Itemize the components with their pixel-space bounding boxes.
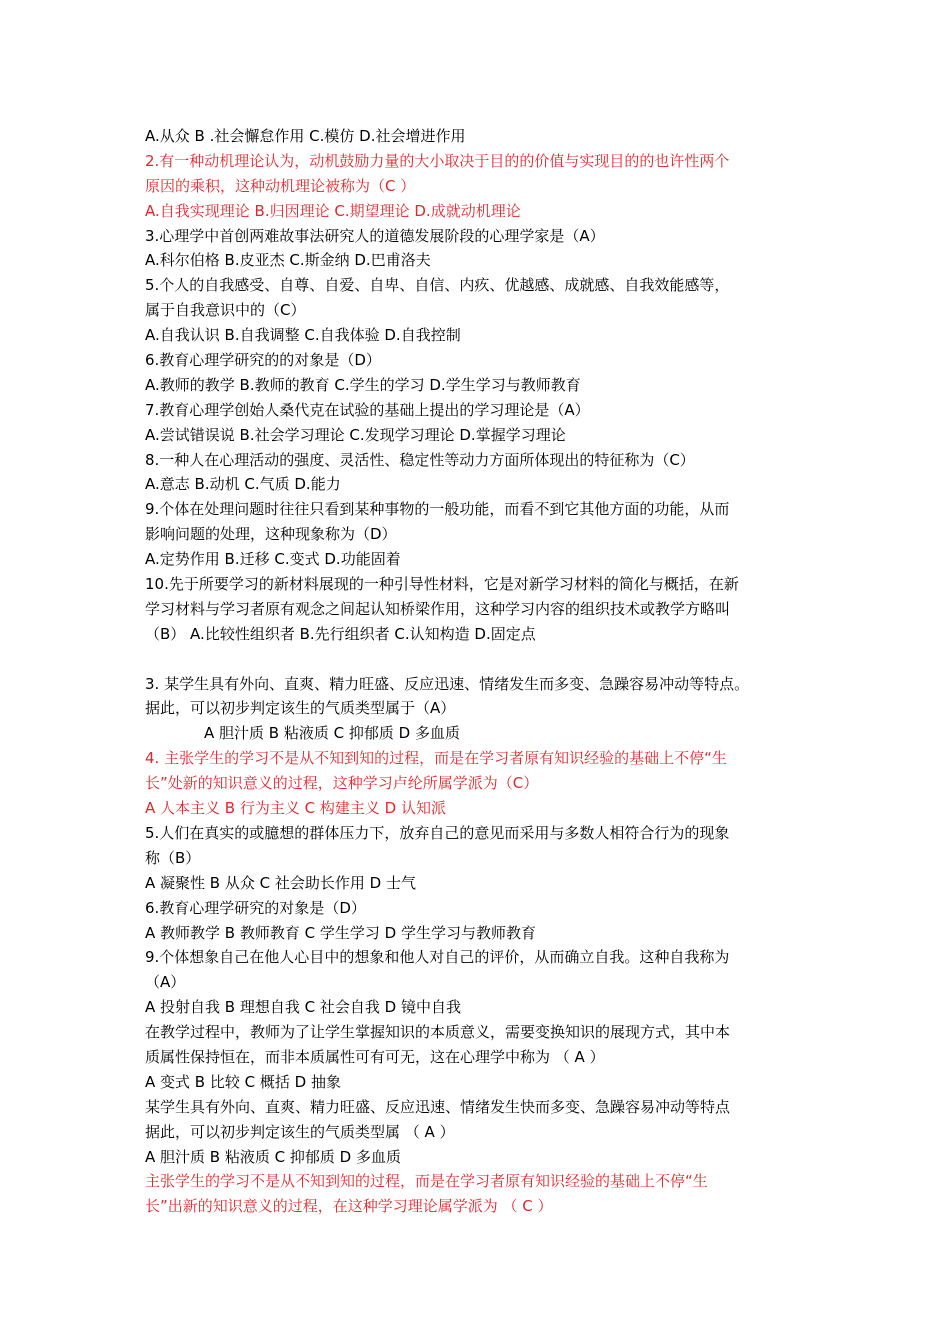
text-line: （B） A.比较性组织者 B.先行组织者 C.认知构造 D.固定点 [145,624,536,643]
text-line: A.教师的教学 B.教师的教育 C.学生的学习 D.学生学习与教师教育 [145,375,581,394]
text-line: A.科尔伯格 B.皮亚杰 C.斯金纳 D.巴甫洛夫 [145,251,431,270]
text-line: 2.有一种动机理论认为，动机鼓励力量的大小取决于目的的价值与实现目的的也许性两个 [145,151,730,170]
text-line: 7.教育心理学创始人桑代克在试验的基础上提出的学习理论是（A） [145,400,590,419]
text-line: A 凝聚性 B 从众 C 社会助长作用 D 士气 [145,873,416,892]
text-line: A 教师教学 B 教师教育 C 学生学习 D 学生学习与教师教育 [145,923,536,942]
text-line: 3.心理学中首创两难故事法研究人的道德发展阶段的心理学家是（A） [145,226,605,245]
text-line: （A） [145,973,186,992]
text-line: 4. 主张学生的学习不是从不知到知的过程，而是在学习者原有知识经验的基础上不停“生 [145,749,727,768]
text-line: 影响问题的处理，这种现象称为（D） [145,525,397,544]
text-line: 长”出新的知识意义的过程，在这种学习理论属学派为 （ C ） [145,1197,553,1216]
text-line: 3. 某学生具有外向、直爽、精力旺盛、反应迅速、情绪发生而多变、急躁容易冲动等特点。 [145,674,750,693]
text-line: A.定势作用 B.迁移 C.变式 D.功能固着 [145,550,401,569]
text-line: 6.教育心理学研究的对象是（D） [145,898,366,917]
text-line: A 胆汁质 B 粘液质 C 抑郁质 D 多血质 [145,1147,401,1166]
text-line: 5.个人的自我感受、自尊、自爱、自卑、自信、内疚、优越感、成就感、自我效能感等， [145,276,730,295]
text-line: A.从众 B .社会懈怠作用 C.模仿 D.社会增进作用 [145,127,466,145]
text-line: 据此，可以初步判定该生的气质类型属 （ A ） [145,1122,455,1141]
text-line: A.意志 B.动机 C.气质 D.能力 [145,475,341,494]
text-line: A 投射自我 B 理想自我 C 社会自我 D 镜中自我 [145,998,461,1017]
text-line: 质属性保持恒在，而非本质属性可有可无，这在心理学中称为 （ A ） [145,1047,605,1066]
text-line: 学习材料与学习者原有观念之间起认知桥梁作用，这种学习内容的组织技术或教学方略叫 [145,599,731,618]
text-line: 长”处新的知识意义的过程，这种学习卢纶所属学派为（C） [145,774,539,793]
text-line: 9.个体在处理问题时往往只看到某种事物的一般功能，而看不到它其他方面的功能，从而 [145,500,730,519]
text-line: 9.个体想象自己在他人心目中的想象和他人对自己的评价，从而确立自我。这种自我称为 [145,948,730,967]
text-line: A 胆汁质 B 粘液质 C 抑郁质 D 多血质 [204,724,460,743]
text-line: 8.一种人在心理活动的强度、灵活性、稳定性等动力方面所体现出的特征称为（C） [145,450,695,469]
text-line: 据此，可以初步判定该生的气质类型属于（A） [145,699,456,718]
text-line: 5.人们在真实的或臆想的群体压力下，放弃自己的意见而采用与多数人相符合行为的现象 [145,823,730,842]
text-line: 在教学过程中，教师为了让学生掌握知识的本质意义，需要变换知识的展现方式，其中本 [145,1023,731,1042]
text-line: 原因的乘积，这种动机理论被称为（C ） [145,176,416,195]
text-line: 某学生具有外向、直爽、精力旺盛、反应迅速、情绪发生快而多变、急躁容易冲动等特点 [145,1097,731,1116]
text-line: 主张学生的学习不是从不知到知的过程，而是在学习者原有知识经验的基础上不停“生 [145,1172,708,1191]
question-list [145,124,820,1219]
text-line: A 人本主义 B 行为主义 C 构建主义 D 认知派 [145,799,446,818]
text-line: A.自我认识 B.自我调整 C.自我体验 D.自我控制 [145,326,461,345]
text-line: A.自我实现理论 B.归因理论 C.期望理论 D.成就动机理论 [145,201,521,220]
text-line: 10.先于所要学习的新材料展现的一种引导性材料，它是对新学习材料的简化与概括，在新 [145,575,739,594]
text-line: 称（B） [145,848,201,867]
blank-line [145,647,820,672]
text-line: 6.教育心理学研究的的对象是（D） [145,351,381,370]
text-line: 属于自我意识中的（C） [145,301,306,320]
text-line: A 变式 B 比较 C 概括 D 抽象 [145,1072,341,1091]
text-line: A.尝试错误说 B.社会学习理论 C.发现学习理论 D.掌握学习理论 [145,425,566,444]
